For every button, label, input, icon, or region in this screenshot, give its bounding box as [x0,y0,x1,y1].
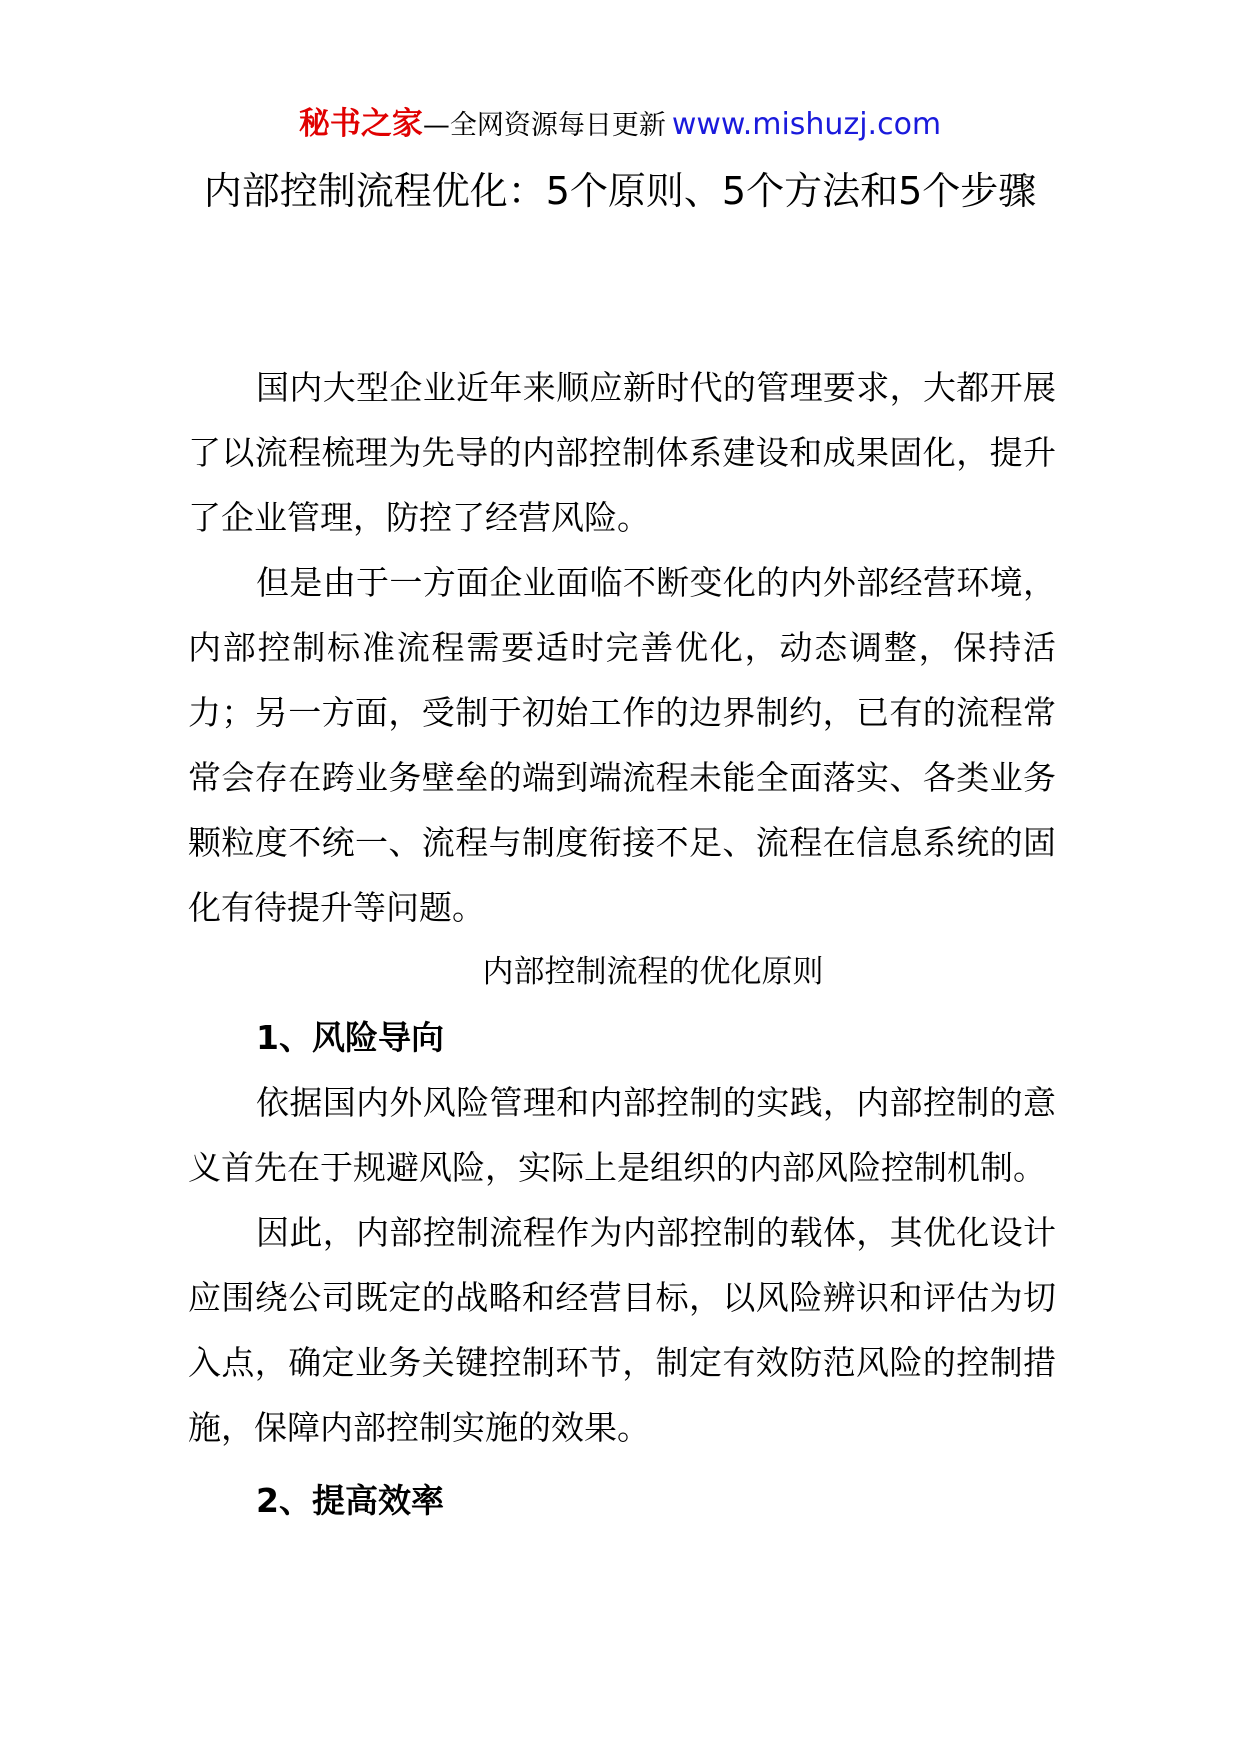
principle-heading: 2、提高效率 [256,1481,444,1520]
principle-paragraph: 因此，内部控制流程作为内部控制的载体，其优化设计应围绕公司既定的战略和经营目标，以风险辨识和评估为切入点，确定业务关键控制环节，制定有效防范风险的控制措施，保障内部控制实施的效果。 [188,1213,1056,1447]
intro-paragraph: 但是由于一方面企业面临不断变化的内外部经营环境，内部控制标准流程需要适时完善优化，动态调整，保持活力；另一方面，受制于初始工作的边界制约，已有的流程常常会存在跨业务壁垒的端到端流程未能全面落实、各类业务颗粒度不统一、流程与制度衔接不足、流程在信息系统的固化有待提升等问题。 [188,563,1056,927]
intro-paragraph: 国内大型企业近年来顺应新时代的管理要求，大都开展了以流程梳理为先导的内部控制体系建设和成果固化，提升了企业管理，防控了经营风险。 [188,368,1056,537]
section-title: 内部控制流程的优化原则 [482,954,824,990]
brand-name: 秘书之家 [298,106,423,142]
document-title: 内部控制流程优化：5个原则、5个方法和5个步骤 [203,169,1037,213]
site-url-link[interactable]: www.mishuzj.com [671,107,942,142]
principle-heading: 1、风险导向 [256,1018,444,1057]
header-tagline: —全网资源每日更新 [422,110,666,141]
principle-paragraph: 依据国内外风险管理和内部控制的实践，内部控制的意义首先在于规避风险，实际上是组织的内部风险控制机制。 [188,1083,1056,1187]
document-body [188,355,1056,1533]
site-header [0,100,1240,150]
